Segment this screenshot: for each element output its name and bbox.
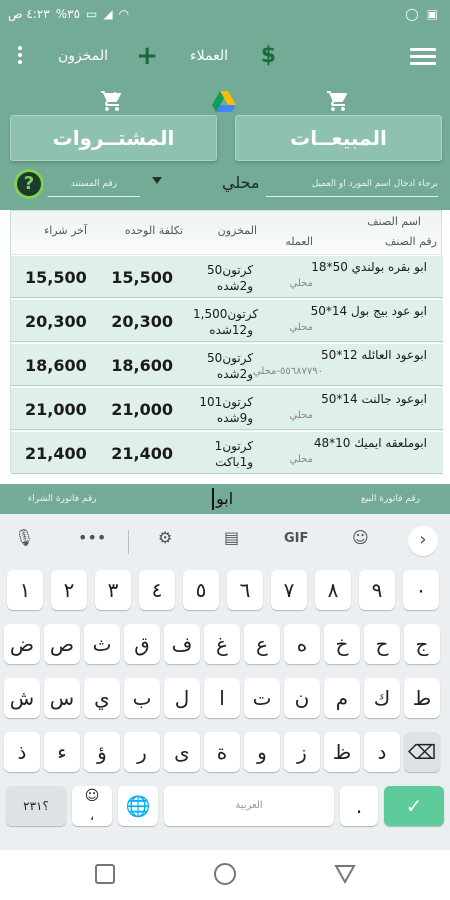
- key[interactable]: غ: [204, 624, 240, 664]
- item-unit-cost: 15,500: [111, 268, 173, 287]
- key[interactable]: ٢: [51, 570, 87, 610]
- item-location: محلي: [289, 322, 313, 333]
- scope-select[interactable]: محلي: [222, 173, 260, 192]
- key[interactable]: ث: [84, 624, 120, 664]
- table-row[interactable]: [11, 343, 443, 386]
- help-icon[interactable]: ?: [14, 169, 44, 199]
- key[interactable]: ن: [284, 678, 320, 718]
- table-row[interactable]: [11, 255, 443, 298]
- key[interactable]: ح: [364, 624, 400, 664]
- key[interactable]: ي: [84, 678, 120, 718]
- key[interactable]: ٨: [315, 570, 351, 610]
- header-unit: العمله: [285, 235, 313, 248]
- menu-icon[interactable]: [410, 44, 436, 68]
- nav-icons: [0, 850, 450, 900]
- key[interactable]: ٦: [227, 570, 263, 610]
- item-search-input[interactable]: ابو: [216, 489, 234, 508]
- key[interactable]: ٧: [271, 570, 307, 610]
- table-row[interactable]: [11, 299, 443, 342]
- key[interactable]: ت: [244, 678, 280, 718]
- clipboard-icon[interactable]: ▤: [224, 528, 240, 547]
- key[interactable]: ز: [284, 732, 320, 772]
- sticker-icon[interactable]: ☺: [352, 528, 369, 547]
- battery-percent: %٣٥: [55, 7, 81, 21]
- header-item-code: رقم الصنف: [384, 235, 437, 248]
- key[interactable]: د: [364, 732, 400, 772]
- item-stock: 101كرتون و9شده: [199, 395, 253, 425]
- sales-button[interactable]: المبيعــات: [235, 115, 442, 161]
- item-stock: 50كرتون و2شده: [207, 263, 253, 293]
- key[interactable]: ص: [44, 624, 80, 664]
- whatsapp-icon: ◯: [405, 7, 419, 21]
- item-stock: 1كرتون و1باكت: [214, 439, 253, 469]
- language-globe-icon[interactable]: 🌐: [118, 786, 158, 826]
- doc-number-field[interactable]: رقم المستند: [48, 171, 140, 197]
- key[interactable]: ك: [364, 678, 400, 718]
- key[interactable]: و: [244, 732, 280, 772]
- enter-check-icon[interactable]: ✓: [384, 786, 444, 826]
- google-drive-icon[interactable]: [212, 91, 236, 113]
- keyboard-toolbar: [0, 522, 450, 562]
- key[interactable]: ط: [404, 678, 440, 718]
- key[interactable]: ١: [7, 570, 43, 610]
- header-item-name: اسم الصنف: [367, 215, 421, 228]
- item-name: ابو بقره بولندي 50*18: [311, 260, 427, 274]
- key[interactable]: ظ: [324, 732, 360, 772]
- item-unit-cost: 21,000: [111, 400, 173, 419]
- key[interactable]: ق: [124, 624, 160, 664]
- item-last-purchase: 21,400: [25, 444, 87, 463]
- keyboard: [0, 514, 450, 850]
- status-left: [8, 7, 129, 21]
- notification-icon: ▣: [426, 7, 438, 21]
- key[interactable]: ٣: [95, 570, 131, 610]
- status-right: [405, 7, 438, 21]
- table-rows: [11, 255, 443, 475]
- key[interactable]: م: [324, 678, 360, 718]
- item-stock: 1,500كرتون و12شده: [193, 307, 259, 337]
- key[interactable]: ب: [124, 678, 160, 718]
- table-row[interactable]: [11, 431, 443, 474]
- key[interactable]: ع: [244, 624, 280, 664]
- back-icon[interactable]: [336, 866, 354, 882]
- clients-button[interactable]: العملاء: [190, 48, 228, 64]
- signal-icon: ◢: [103, 7, 113, 21]
- dollar-icon[interactable]: $: [260, 43, 276, 68]
- key[interactable]: خ: [324, 624, 360, 664]
- navigation-bar: [0, 850, 450, 900]
- table-header: [11, 211, 441, 255]
- item-last-purchase: 15,500: [25, 268, 87, 287]
- item-name: ابو عود بيج بول 14*50: [310, 304, 427, 318]
- item-unit-cost: 18,600: [111, 356, 173, 375]
- key[interactable]: س: [44, 678, 80, 718]
- item-stock: 50كرتون و2شده: [207, 351, 253, 381]
- action-area: [0, 85, 450, 210]
- key[interactable]: ٠: [403, 570, 439, 610]
- key[interactable]: ا: [204, 678, 240, 718]
- search-row: [0, 165, 450, 205]
- more-icon[interactable]: •••: [78, 528, 107, 547]
- key[interactable]: ء: [44, 732, 80, 772]
- sale-invoice-number-field[interactable]: رقم فاتورة البيع: [360, 494, 420, 504]
- recents-icon[interactable]: [96, 865, 114, 883]
- settings-icon[interactable]: ⚙: [158, 528, 173, 547]
- key[interactable]: ذ: [4, 732, 40, 772]
- text-cursor: [212, 488, 214, 510]
- key[interactable]: ج: [404, 624, 440, 664]
- purchases-button[interactable]: المشتــروات: [10, 115, 217, 161]
- comma-label: ،: [89, 808, 95, 824]
- item-location: محلي: [289, 454, 313, 465]
- key[interactable]: ر: [124, 732, 160, 772]
- battery-icon: ▭: [86, 7, 98, 21]
- item-name: ابوعود جالنت 14*50: [321, 392, 427, 406]
- purchases-cart-icon: [100, 89, 124, 113]
- key[interactable]: ٤: [139, 570, 175, 610]
- header-last-purchase: آخر شراء: [44, 224, 87, 237]
- key[interactable]: ى: [164, 732, 200, 772]
- clock: ٤:٢٣ ص: [8, 7, 50, 21]
- item-location: محلي: [289, 410, 313, 421]
- item-unit-cost: 20,300: [111, 312, 173, 331]
- table-row[interactable]: [11, 387, 443, 430]
- space-key[interactable]: العربية: [164, 786, 334, 826]
- overflow-menu-icon[interactable]: [18, 46, 24, 67]
- key[interactable]: ل: [164, 678, 200, 718]
- item-location: محلي: [289, 278, 313, 289]
- toolbar-divider: [128, 530, 129, 554]
- item-last-purchase: 21,000: [25, 400, 87, 419]
- item-last-purchase: 18,600: [25, 356, 87, 375]
- status-bar: [0, 0, 450, 30]
- items-table: [10, 210, 442, 472]
- party-search-input[interactable]: برجاء ادخال اسم المورد او العميل: [266, 171, 438, 197]
- item-name: ابوعود العائله 12*50: [321, 348, 427, 362]
- key[interactable]: ة: [204, 732, 240, 772]
- purchase-invoice-number-field[interactable]: رقم فاتورة الشراء: [28, 494, 97, 504]
- key[interactable]: ؤ: [84, 732, 120, 772]
- symbols-key[interactable]: ؟٢٣١: [6, 786, 66, 826]
- key[interactable]: ض: [4, 624, 40, 664]
- item-name: ابوملعقه ايميك 10*48: [313, 436, 427, 450]
- backspace-icon[interactable]: ⌫: [404, 732, 440, 772]
- key[interactable]: ٥: [183, 570, 219, 610]
- app-bar: [0, 30, 450, 85]
- microphone-icon[interactable]: 🎙: [14, 528, 35, 547]
- wifi-icon: ◠: [118, 7, 130, 21]
- period-key[interactable]: .: [340, 786, 378, 826]
- key[interactable]: ش: [4, 678, 40, 718]
- add-icon[interactable]: +: [136, 41, 158, 71]
- key[interactable]: ٩: [359, 570, 395, 610]
- key[interactable]: ف: [164, 624, 200, 664]
- invoice-bar: [0, 484, 450, 514]
- key[interactable]: ه: [284, 624, 320, 664]
- sales-cart-icon: [326, 89, 350, 113]
- emoji-comma-key[interactable]: ☺ ،: [72, 786, 112, 826]
- item-last-purchase: 20,300: [25, 312, 87, 331]
- chevron-right-icon[interactable]: ›: [408, 526, 438, 556]
- item-location: ٥٥٦٨٧٧٩٠-محلي: [252, 366, 323, 377]
- header-unit-cost: تكلفة الوحده: [124, 224, 183, 237]
- gif-button[interactable]: GIF: [284, 531, 309, 546]
- item-unit-cost: 21,400: [111, 444, 173, 463]
- stock-button[interactable]: المخزون: [57, 48, 108, 64]
- scope-dropdown-icon[interactable]: [152, 177, 162, 184]
- home-icon[interactable]: [215, 864, 235, 884]
- header-stock: المخزون: [217, 224, 257, 237]
